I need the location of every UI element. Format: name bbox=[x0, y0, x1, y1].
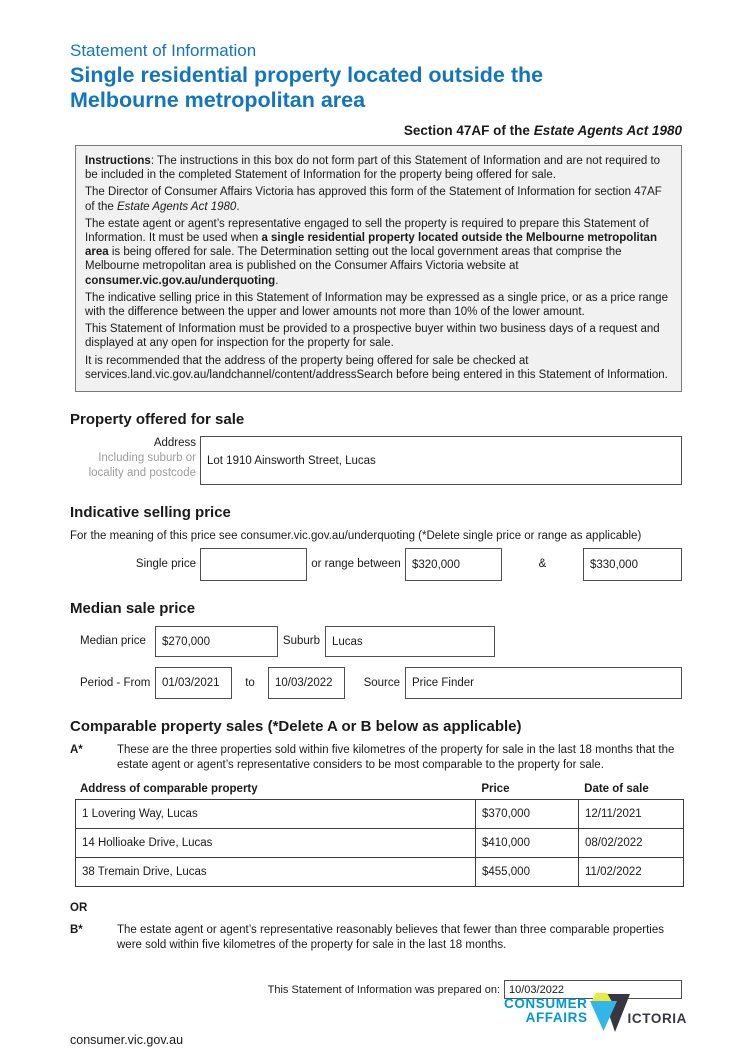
table-row bbox=[76, 858, 684, 887]
section-heading-property: Property offered for sale bbox=[70, 411, 245, 429]
instructions-paragraph: The Director of Consumer Affairs Victoria has approved this form of the Statement of Information for section 47AF of the Estate Agents Act 1980. bbox=[85, 186, 662, 213]
logo-consumer-affairs-text bbox=[504, 997, 588, 1025]
indicative-price-note: For the meaning of this price see consumer.vic.gov.au/underquoting (*Delete single price or range as applicable) bbox=[70, 530, 642, 543]
median-period-row bbox=[70, 667, 682, 699]
period-to-input[interactable] bbox=[268, 667, 345, 699]
comparable-sales-table bbox=[75, 799, 684, 887]
source-label: Source bbox=[363, 676, 400, 689]
victoria-triangle-icon bbox=[590, 993, 630, 1033]
ampersand-label: & bbox=[538, 558, 547, 571]
range-high-input[interactable] bbox=[583, 548, 682, 581]
indicative-price-row bbox=[70, 548, 682, 581]
median-price-input[interactable] bbox=[155, 626, 278, 657]
option-a-row bbox=[70, 743, 682, 773]
comparable-address-cell[interactable]: 14 Hollioake Drive, Lucas bbox=[76, 829, 476, 858]
source-value: Price Finder bbox=[412, 677, 474, 690]
column-header-price: Price bbox=[481, 783, 510, 796]
table-row bbox=[76, 800, 684, 829]
instructions-paragraph: Instructions: The instructions in this box do not form part of this Statement of Information and are not required to be included in the completed Statement of Information for the property being offered for sale. bbox=[85, 155, 661, 182]
single-price-input[interactable] bbox=[200, 548, 307, 581]
option-b-text: The estate agent or agent’s representative reasonably believes that fewer than three comparable properties were sold within five kilometres of the property for sale in the last 18 months. bbox=[117, 924, 665, 952]
comparable-address-cell[interactable]: 38 Tremain Drive, Lucas bbox=[76, 858, 476, 887]
prepared-on-label: This Statement of Information was prepared on: bbox=[267, 983, 500, 996]
logo-line-consumer: CONSUMER bbox=[503, 996, 588, 1011]
logo-victoria-text: ICTORIA bbox=[627, 1011, 687, 1026]
footer-website: consumer.vic.gov.au bbox=[70, 1033, 184, 1047]
address-label: Address bbox=[153, 437, 196, 450]
address-value: Lot 1910 Ainsworth Street, Lucas bbox=[207, 454, 376, 467]
instructions-paragraph: It is recommended that the address of the property being offered for sale be checked at services.land.vic.gov.au/landchannel/content/addressSearch before being entered in this Statement of Information. bbox=[85, 354, 668, 381]
comparable-address-cell[interactable]: 1 Lovering Way, Lucas bbox=[76, 800, 476, 829]
suburb-value: Lucas bbox=[332, 635, 363, 648]
address-sublabel-line2: locality and postcode bbox=[88, 467, 196, 480]
column-header-address: Address of comparable property bbox=[80, 783, 258, 796]
period-from-value: 01/03/2021 bbox=[162, 677, 220, 690]
single-price-label: Single price bbox=[135, 558, 196, 571]
range-low-value: $320,000 bbox=[412, 558, 460, 571]
period-from-input[interactable] bbox=[155, 667, 232, 699]
section-heading-comparable-sales: Comparable property sales (*Delete A or B below as applicable) bbox=[70, 718, 522, 736]
range-high-value: $330,000 bbox=[590, 558, 638, 571]
page-title bbox=[70, 63, 682, 113]
address-sublabel bbox=[70, 451, 196, 481]
median-price-value: $270,000 bbox=[162, 635, 210, 648]
address-label-block bbox=[70, 436, 200, 481]
act-reference bbox=[70, 123, 682, 138]
range-low-input[interactable] bbox=[405, 548, 502, 581]
comparable-price-cell[interactable]: $410,000 bbox=[476, 829, 579, 858]
comparable-price-cell[interactable]: $455,000 bbox=[476, 858, 579, 887]
option-b-marker: B* bbox=[70, 924, 83, 937]
period-to-value: 10/03/2022 bbox=[275, 677, 333, 690]
address-row bbox=[70, 436, 682, 485]
act-reference-act-name: Estate Agents Act 1980 bbox=[533, 123, 682, 138]
median-price-label: Median price bbox=[80, 635, 146, 648]
comparable-date-cell[interactable]: 12/11/2021 bbox=[579, 800, 684, 829]
period-from-label: Period - From bbox=[80, 676, 151, 689]
source-input[interactable] bbox=[405, 667, 682, 699]
option-a-marker: A* bbox=[70, 744, 83, 757]
comparable-date-cell[interactable]: 11/02/2022 bbox=[579, 858, 684, 887]
column-header-date: Date of sale bbox=[584, 783, 649, 796]
address-sublabel-line1: Including suburb or bbox=[98, 452, 196, 465]
suburb-label: Suburb bbox=[282, 635, 320, 648]
address-input[interactable] bbox=[200, 436, 682, 485]
act-reference-prefix: Section 47AF of the bbox=[403, 123, 534, 138]
comparable-date-cell[interactable]: 08/02/2022 bbox=[579, 829, 684, 858]
range-between-label: or range between bbox=[311, 558, 401, 571]
comparable-table-header bbox=[75, 783, 682, 795]
or-label: OR bbox=[70, 902, 88, 915]
option-b-row bbox=[70, 923, 682, 953]
period-to-label: to bbox=[245, 676, 255, 689]
comparable-price-cell[interactable]: $370,000 bbox=[476, 800, 579, 829]
median-price-row bbox=[70, 626, 682, 657]
table-row bbox=[76, 829, 684, 858]
instructions-paragraph: This Statement of Information must be provided to a prospective buyer within two business days of a request and displayed at any open for inspection for the property for sale. bbox=[85, 323, 660, 350]
document-type-title: Statement of Information bbox=[70, 41, 257, 60]
instructions-paragraph: The indicative selling price in this Statement of Information may be expressed as a single price, or as a price range with the difference between the upper and lower amounts not more than 10% of the lower amount. bbox=[85, 291, 668, 319]
page-title-line1: Single residential property located outside the bbox=[70, 63, 544, 87]
section-heading-indicative-price: Indicative selling price bbox=[70, 504, 231, 522]
page-title-line2: Melbourne metropolitan area bbox=[70, 88, 366, 112]
prepared-on-value: 10/03/2022 bbox=[509, 983, 565, 996]
logo-line-affairs: AFFAIRS bbox=[525, 1010, 588, 1025]
suburb-input[interactable] bbox=[325, 626, 495, 657]
section-heading-median-price: Median sale price bbox=[70, 600, 196, 618]
consumer-affairs-victoria-logo bbox=[504, 993, 687, 1033]
instructions-box bbox=[75, 145, 682, 392]
option-a-text: These are the three properties sold within five kilometres of the property for sale in the last 18 months that the estate agent or agent’s representative considers to be most comparable to the property for sale. bbox=[117, 744, 675, 772]
instructions-paragraph: The estate agent or agent’s representative engaged to sell the property is required to prepare this Statement of Information. It must be used when a single residential property located outside the Melbourne metropolitan area is being offered for sale. The Determination setting out the local government areas that comprise the Melbourne metropolitan area is published on the Consumer Affairs Victoria website at consumer.vic.gov.au/underquoting. bbox=[85, 217, 657, 287]
